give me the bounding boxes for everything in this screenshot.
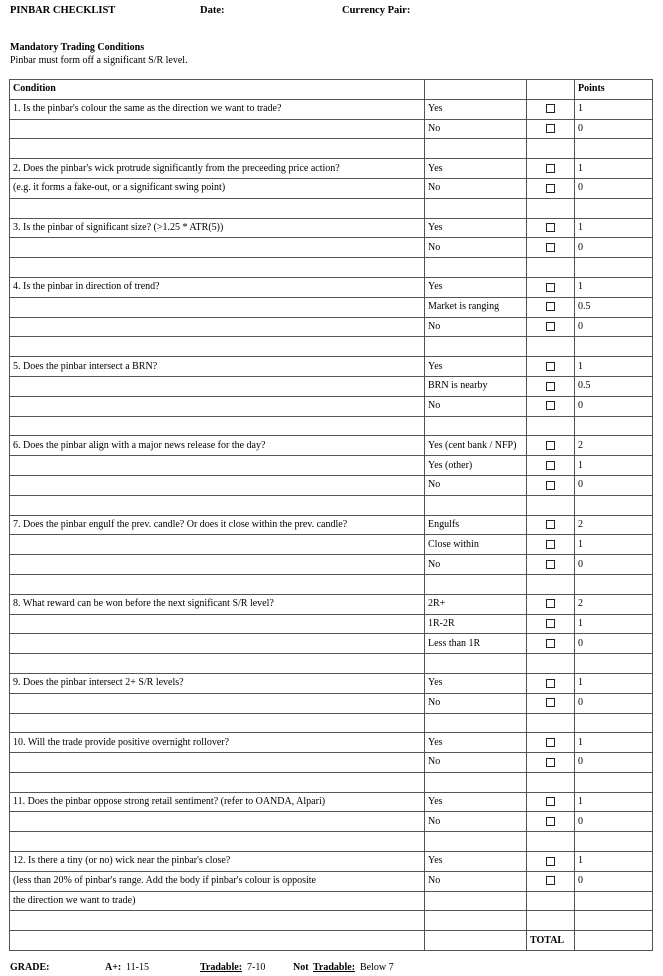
date-label: Date: (200, 5, 225, 16)
table-row (10, 812, 653, 832)
table-row (10, 574, 653, 594)
table-row (10, 297, 653, 317)
checkbox[interactable] (546, 382, 555, 391)
condition-cell (10, 812, 425, 832)
table-row (10, 178, 653, 198)
points-cell: 1 (575, 456, 653, 476)
table-row (10, 891, 653, 911)
total-blank-cell (425, 931, 527, 951)
checkbox[interactable] (546, 758, 555, 767)
points-cell: 1 (575, 852, 653, 872)
points-cell: 0 (575, 693, 653, 713)
condition-cell (10, 317, 425, 337)
option-cell: No (425, 812, 527, 832)
option-cell (425, 495, 527, 515)
checkbox-cell (527, 574, 575, 594)
checkbox-cell (527, 812, 575, 832)
points-cell: 0.5 (575, 297, 653, 317)
grade-not-prefix: Not (293, 962, 309, 973)
checkbox[interactable] (546, 322, 555, 331)
points-cell (575, 891, 653, 911)
condition-cell: 2. Does the pinbar's wick protrude significantly from the preceeding price action? (10, 159, 425, 179)
checkbox-cell (527, 119, 575, 139)
points-cell: 1 (575, 277, 653, 297)
checkbox-cell (527, 218, 575, 238)
points-cell: 1 (575, 535, 653, 555)
condition-cell (10, 198, 425, 218)
points-cell (575, 416, 653, 436)
option-cell (425, 911, 527, 931)
table-row (10, 832, 653, 852)
condition-cell: 8. What reward can be won before the next significant S/R level? (10, 594, 425, 614)
checkbox-cell (527, 297, 575, 317)
table-row (10, 159, 653, 179)
points-cell (575, 495, 653, 515)
option-cell (425, 258, 527, 278)
condition-cell (10, 297, 425, 317)
condition-cell: 4. Is the pinbar in direction of trend? (10, 277, 425, 297)
condition-cell (10, 555, 425, 575)
grade-a-plus-label: A+: (105, 962, 122, 973)
condition-cell (10, 574, 425, 594)
points-cell: 0 (575, 812, 653, 832)
total-blank-cell (10, 931, 425, 951)
condition-cell (10, 772, 425, 792)
points-cell: 0 (575, 119, 653, 139)
checkbox[interactable] (546, 461, 555, 470)
table-row (10, 733, 653, 753)
grade-not-tradable-range: Below 7 (360, 962, 394, 973)
condition-cell: 7. Does the pinbar engulf the prev. candle? Or does it close within the prev. candle? (10, 515, 425, 535)
checkbox[interactable] (546, 243, 555, 252)
option-cell: Yes (425, 357, 527, 377)
checkbox[interactable] (546, 520, 555, 529)
condition-cell (10, 376, 425, 396)
option-cell (425, 654, 527, 674)
points-cell: 1 (575, 673, 653, 693)
checkbox-cell (527, 238, 575, 258)
grade-label: GRADE: (10, 962, 50, 973)
option-cell: No (425, 119, 527, 139)
condition-cell (10, 693, 425, 713)
condition-cell: 6. Does the pinbar align with a major news release for the day? (10, 436, 425, 456)
condition-cell (10, 654, 425, 674)
checkbox-cell (527, 713, 575, 733)
option-cell: Yes (425, 733, 527, 753)
option-cell: No (425, 753, 527, 773)
points-cell: 0 (575, 634, 653, 654)
condition-cell: 1. Is the pinbar's colour the same as the direction we want to trade? (10, 99, 425, 119)
checkbox[interactable] (546, 223, 555, 232)
option-cell: No (425, 238, 527, 258)
condition-cell (10, 337, 425, 357)
table-row (10, 238, 653, 258)
option-cell (425, 198, 527, 218)
table-row (10, 555, 653, 575)
option-cell: 1R-2R (425, 614, 527, 634)
points-cell: 0 (575, 396, 653, 416)
condition-cell (10, 139, 425, 159)
points-cell: 0 (575, 317, 653, 337)
checkbox-cell (527, 258, 575, 278)
points-cell: 1 (575, 792, 653, 812)
table-row (10, 654, 653, 674)
condition-cell: 11. Does the pinbar oppose strong retail sentiment? (refer to OANDA, Alpari) (10, 792, 425, 812)
checkbox-cell (527, 198, 575, 218)
checkbox[interactable] (546, 679, 555, 688)
option-cell: No (425, 555, 527, 575)
checkbox-cell (527, 594, 575, 614)
currency-pair-label: Currency Pair: (342, 5, 411, 16)
checkbox-cell (527, 555, 575, 575)
condition-cell: 12. Is there a tiny (or no) wick near the pinbar's close? (10, 852, 425, 872)
checkbox-cell (527, 871, 575, 891)
condition-cell (10, 535, 425, 555)
checkbox-cell (527, 436, 575, 456)
condition-cell: 10. Will the trade provide positive overnight rollover? (10, 733, 425, 753)
table-row (10, 693, 653, 713)
table-row (10, 416, 653, 436)
table-row (10, 713, 653, 733)
option-cell (425, 337, 527, 357)
checkbox-cell (527, 357, 575, 377)
option-cell: Close within (425, 535, 527, 555)
table-row (10, 139, 653, 159)
checkbox-cell (527, 733, 575, 753)
grade-a-plus-range: 11-15 (126, 962, 149, 973)
condition-column-header: Condition (10, 80, 425, 100)
checkbox[interactable] (546, 560, 555, 569)
checkbox-cell (527, 337, 575, 357)
checkbox-cell (527, 495, 575, 515)
checkbox[interactable] (546, 164, 555, 173)
points-cell: 2 (575, 515, 653, 535)
points-cell (575, 772, 653, 792)
option-cell: No (425, 317, 527, 337)
table-row (10, 634, 653, 654)
table-row (10, 456, 653, 476)
option-cell: No (425, 396, 527, 416)
checkbox[interactable] (546, 876, 555, 885)
checkbox-cell (527, 891, 575, 911)
checkbox-cell (527, 535, 575, 555)
total-value-cell[interactable] (575, 931, 653, 951)
document-header (10, 5, 650, 19)
checkbox-cell (527, 792, 575, 812)
table-row (10, 396, 653, 416)
mandatory-conditions-title: Mandatory Trading Conditions (10, 42, 145, 53)
checkbox[interactable] (546, 698, 555, 707)
checkbox[interactable] (546, 639, 555, 648)
option-cell: Yes (425, 277, 527, 297)
option-cell: No (425, 871, 527, 891)
points-cell: 1 (575, 99, 653, 119)
checkbox-cell (527, 376, 575, 396)
points-cell: 0 (575, 753, 653, 773)
checkbox-cell (527, 178, 575, 198)
option-cell: 2R+ (425, 594, 527, 614)
condition-cell (10, 258, 425, 278)
table-row (10, 792, 653, 812)
table-row (10, 852, 653, 872)
condition-cell (10, 475, 425, 495)
checkbox-cell (527, 317, 575, 337)
checkbox-cell (527, 614, 575, 634)
header-option-cell (425, 80, 527, 100)
option-cell: Yes (425, 792, 527, 812)
checkbox-cell (527, 139, 575, 159)
points-cell: 0 (575, 475, 653, 495)
checkbox[interactable] (546, 817, 555, 826)
points-cell (575, 139, 653, 159)
checkbox-cell (527, 159, 575, 179)
condition-cell (10, 634, 425, 654)
checkbox[interactable] (546, 857, 555, 866)
points-cell: 1 (575, 357, 653, 377)
option-cell: Yes (425, 218, 527, 238)
option-cell (425, 574, 527, 594)
condition-cell (10, 911, 425, 931)
table-row (10, 911, 653, 931)
checkbox[interactable] (546, 104, 555, 113)
points-cell: 1 (575, 218, 653, 238)
table-row (10, 376, 653, 396)
points-column-header: Points (575, 80, 653, 100)
checkbox-cell (527, 416, 575, 436)
table-row (10, 753, 653, 773)
condition-cell (10, 119, 425, 139)
condition-cell (10, 614, 425, 634)
points-cell: 1 (575, 733, 653, 753)
checkbox[interactable] (546, 283, 555, 292)
checkbox-cell (527, 277, 575, 297)
option-cell (425, 832, 527, 852)
condition-cell: (e.g. it forms a fake-out, or a significant swing point) (10, 178, 425, 198)
condition-cell (10, 753, 425, 773)
total-label: TOTAL (527, 931, 575, 951)
checkbox[interactable] (546, 540, 555, 549)
table-row (10, 871, 653, 891)
checkbox-cell (527, 654, 575, 674)
condition-cell (10, 832, 425, 852)
checkbox[interactable] (546, 481, 555, 490)
checkbox[interactable] (546, 619, 555, 628)
condition-cell: 5. Does the pinbar intersect a BRN? (10, 357, 425, 377)
total-row (10, 931, 653, 951)
points-cell: 0.5 (575, 376, 653, 396)
checkbox[interactable] (546, 362, 555, 371)
option-cell (425, 713, 527, 733)
option-cell: Market is ranging (425, 297, 527, 317)
option-cell: Yes (other) (425, 456, 527, 476)
points-cell (575, 713, 653, 733)
condition-cell (10, 456, 425, 476)
checkbox-cell (527, 832, 575, 852)
option-cell (425, 139, 527, 159)
points-cell: 0 (575, 238, 653, 258)
checkbox-cell (527, 673, 575, 693)
table-header-row (10, 80, 653, 100)
checkbox[interactable] (546, 797, 555, 806)
table-row (10, 198, 653, 218)
condition-cell: 9. Does the pinbar intersect 2+ S/R levels? (10, 673, 425, 693)
checkbox-cell (527, 911, 575, 931)
option-cell: No (425, 693, 527, 713)
table-row (10, 535, 653, 555)
points-cell: 0 (575, 555, 653, 575)
points-cell (575, 911, 653, 931)
option-cell (425, 772, 527, 792)
option-cell: Less than 1R (425, 634, 527, 654)
checkbox-cell (527, 475, 575, 495)
table-row (10, 277, 653, 297)
points-cell (575, 832, 653, 852)
condition-cell: 3. Is the pinbar of significant size? (>1.25 * ATR(5)) (10, 218, 425, 238)
table-row (10, 99, 653, 119)
table-row (10, 495, 653, 515)
document-title: PINBAR CHECKLIST (10, 5, 116, 16)
checkbox-cell (527, 515, 575, 535)
checkbox[interactable] (546, 441, 555, 450)
points-cell: 2 (575, 594, 653, 614)
checkbox-cell (527, 693, 575, 713)
condition-cell (10, 238, 425, 258)
table-row (10, 772, 653, 792)
option-cell: Yes (425, 159, 527, 179)
points-cell: 1 (575, 614, 653, 634)
points-cell: 1 (575, 159, 653, 179)
points-cell (575, 198, 653, 218)
points-cell: 0 (575, 178, 653, 198)
table-row (10, 317, 653, 337)
option-cell: Yes (425, 99, 527, 119)
grade-tradable-label: Tradable: (200, 962, 243, 973)
condition-cell: the direction we want to trade) (10, 891, 425, 911)
points-cell: 0 (575, 871, 653, 891)
checklist-table (9, 79, 653, 951)
table-row (10, 119, 653, 139)
condition-cell (10, 713, 425, 733)
grade-not-tradable-label: Tradable: (313, 962, 356, 973)
points-cell (575, 654, 653, 674)
checkbox[interactable] (546, 738, 555, 747)
checkbox[interactable] (546, 184, 555, 193)
checkbox-cell (527, 396, 575, 416)
table-row (10, 218, 653, 238)
condition-cell (10, 495, 425, 515)
checkbox-cell (527, 456, 575, 476)
points-cell (575, 574, 653, 594)
table-row (10, 258, 653, 278)
table-row (10, 515, 653, 535)
option-cell: No (425, 475, 527, 495)
points-cell: 2 (575, 436, 653, 456)
points-cell (575, 337, 653, 357)
checkbox[interactable] (546, 124, 555, 133)
table-row (10, 357, 653, 377)
table-row (10, 673, 653, 693)
points-cell (575, 258, 653, 278)
option-cell: No (425, 178, 527, 198)
checkbox-cell (527, 852, 575, 872)
option-cell (425, 891, 527, 911)
checkbox-cell (527, 772, 575, 792)
table-row (10, 436, 653, 456)
table-row (10, 614, 653, 634)
checkbox[interactable] (546, 401, 555, 410)
condition-cell: (less than 20% of pinbar's range. Add the body if pinbar's colour is opposite (10, 871, 425, 891)
option-cell: BRN is nearby (425, 376, 527, 396)
condition-cell (10, 416, 425, 436)
checkbox-cell (527, 753, 575, 773)
condition-cell (10, 396, 425, 416)
option-cell: Yes (cent bank / NFP) (425, 436, 527, 456)
header-checkbox-cell (527, 80, 575, 100)
grade-footer (10, 962, 650, 976)
table-row (10, 475, 653, 495)
checkbox-cell (527, 99, 575, 119)
option-cell: Yes (425, 673, 527, 693)
mandatory-conditions-text: Pinbar must form off a significant S/R level. (10, 55, 188, 66)
option-cell: Engulfs (425, 515, 527, 535)
grade-tradable-range: 7-10 (247, 962, 266, 973)
checkbox[interactable] (546, 599, 555, 608)
checkbox-cell (527, 634, 575, 654)
checkbox[interactable] (546, 302, 555, 311)
table-row (10, 594, 653, 614)
option-cell: Yes (425, 852, 527, 872)
option-cell (425, 416, 527, 436)
table-row (10, 337, 653, 357)
